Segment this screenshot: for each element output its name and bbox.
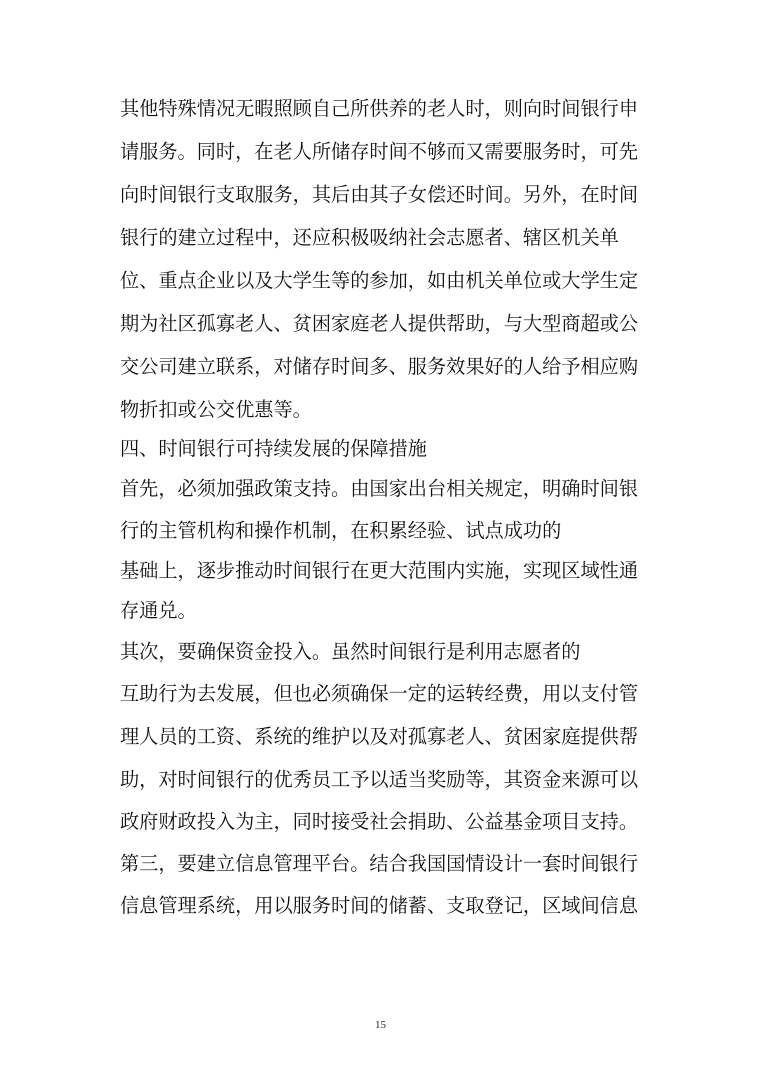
text-line: 向时间银行支取服务，其后由其子女偿还时间。另外，在时间 xyxy=(120,183,639,206)
text-line: 其次，要确保资金投入。虽然时间银行是利用志愿者的 xyxy=(120,640,581,663)
text-line: 银行的建立过程中，还应积极吸纳社会志愿者、辖区机关单 xyxy=(120,226,619,249)
text-line: 其他特殊情况无暇照顾自己所供养的老人时，则向时间银行申 xyxy=(120,97,639,120)
text-line: 信息管理系统，用以服务时间的储蓄、支取登记，区域间信息 xyxy=(120,894,639,917)
text-line: 第三，要建立信息管理平台。结合我国国情设计一套时间银行 xyxy=(120,852,639,875)
text-line: 交公司建立联系，对储存时间多、服务效果好的人给予相应购 xyxy=(120,355,639,378)
text-line: 请服务。同时，在老人所储存时间不够而又需要服务时，可先 xyxy=(120,140,639,163)
text-line: 行的主管机构和操作机制，在积累经验、试点成功的 xyxy=(120,519,562,542)
page-number: 15 xyxy=(375,1019,386,1031)
text-line: 期为社区孤寡老人、贫困家庭老人提供帮助，与大型商超或公 xyxy=(120,312,639,335)
text-line: 互助行为去发展，但也必须确保一定的运转经费，用以支付管 xyxy=(120,682,639,705)
text-line: 助，对时间银行的优秀员工予以适当奖励等，其资金来源可以 xyxy=(120,768,639,791)
text-line: 理人员的工资、系统的维护以及对孤寡老人、贫困家庭提供帮 xyxy=(120,725,639,748)
section-heading: 四、时间银行可持续发展的保障措施 xyxy=(120,437,427,460)
text-line: 基础上，逐步推动时间银行在更大范围内实施，实现区域性通 xyxy=(120,559,639,582)
text-line: 存通兑。 xyxy=(120,599,197,622)
text-line: 物折扣或公交优惠等。 xyxy=(120,398,312,421)
text-line: 位、重点企业以及大学生等的参加，如由机关单位或大学生定 xyxy=(120,269,639,292)
text-line: 首先，必须加强政策支持。由国家出台相关规定，明确时间银 xyxy=(120,477,639,500)
text-line: 政府财政投入为主，同时接受社会捐助、公益基金项目支持。 xyxy=(120,810,639,833)
